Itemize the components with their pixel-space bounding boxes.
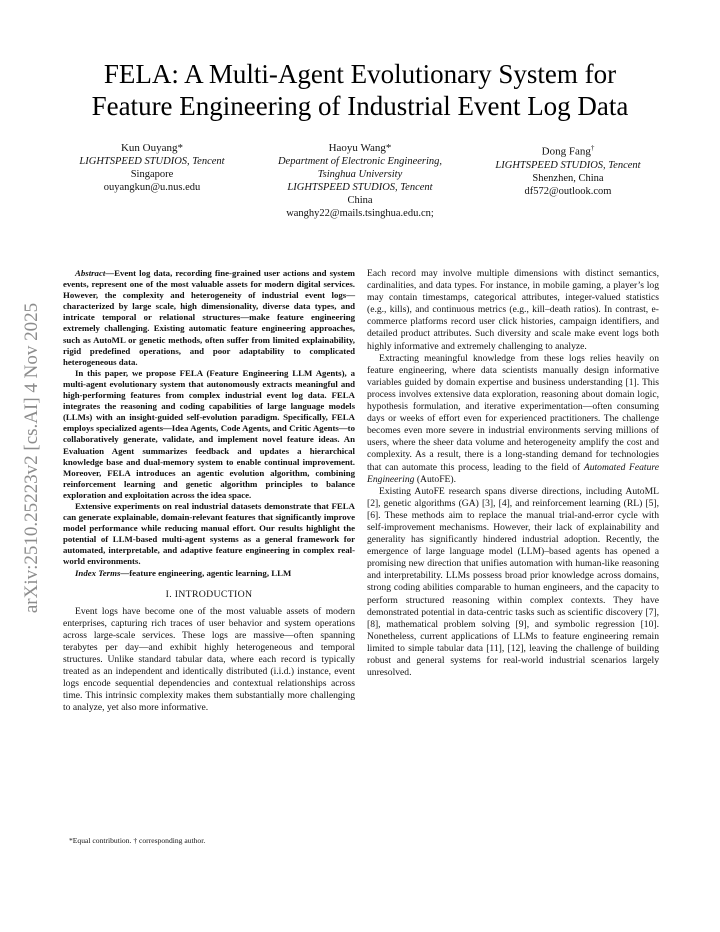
paper-title — [40, 58, 680, 122]
author-location: Singapore — [130, 169, 174, 180]
author-location: Shenzhen, China — [532, 172, 604, 184]
intro-p1: Event logs have become one of the most valuable assets of modern enterprises, capturing rich traces of user behavior and system operations across large-scale services. These logs are massive—often spanning terabytes per day—and exhibit highly heterogeneous and temporal structures. Unlike standard tabular data, where each record is typically treated as an independent and identically distributed (i.i.d.) instance, event logs encode sequential dependencies and contextual relationships across time. This intrinsic complexity makes them substantially more challenging to analyze, yet also more informative. — [63, 605, 355, 714]
index-terms-text: —feature engineering, agentic learning, LLM — [120, 567, 292, 578]
autofe-term: Automated Feature Engineering — [367, 461, 659, 485]
abstract-p3: Extensive experiments on real industrial datasets demonstrate that FELA can generate explainable, domain-relevant features that significantly improve model performance while reducing manual effort. Our results highlight the potential of LLM-based multi-agent systems as a general framework for automated, interpretable, and adaptive feature engineering in complex real-world environments. — [63, 500, 355, 567]
author-name: Kun Ouyang* — [120, 142, 184, 154]
author-block-3 — [468, 142, 668, 198]
left-column — [63, 268, 355, 715]
intro-p3-tail: (AutoFE). — [414, 473, 457, 485]
author-affiliation: LIGHTSPEED STUDIOS, Tencent — [79, 156, 225, 167]
author-name — [468, 142, 668, 159]
abstract-p2: In this paper, we propose FELA (Feature Engineering LLM Agents), a multi-agent evolutionary system that autonomously extracts meaningful and high-performing features from complex industrial event log data. FELA integrates the reasoning and coding capabilities of large language models (LLMs) with an insight-guided self-evolution paradigm. Specifically, FELA employs specialized agents—Idea Agents, Code Agents, and Critic Agents—to collaboratively generate, validate, and implement novel feature ideas. An Evaluation Agent summarizes feedback and updates a hierarchical knowledge base and dual-memory system to enable continual improvement. Moreover, FELA introduces an agentic evolution algorithm, combining reinforcement learning and genetic algorithm principles to balance exploration and exploitation across the idea space. — [63, 367, 355, 500]
intro-p4: Existing AutoFE research spans diverse directions, including AutoML [2], genetic algorithms (GA) [3], [4], and reinforcement learning (RL) [5], [6]. These methods aim to replace the manual trial-and-error cycle with self-improvement mechanisms. However, their lack of explainability and generality has significantly hindered industrial adoption. Recently, the emergence of large language model (LLM)–based agents has opened a promising new direction that unifies automation with human-like reasoning and interpretability. LLMs possess broad prior knowledge across domains, strong coding abilities comparable to human engineers, and the capacity to perform structured reasoning within complex contexts. They have demonstrated potential in data-centric tasks such as scientific discovery [7], [8], mathematical problem solving [9], and symbolic regression [10]. Nonetheless, current applications of LLMs to feature engineering remain limited to simple tabular data [11], [12], leaving the challenge of building robust and general systems for real-world industrial scenarios largely unresolved. — [367, 485, 659, 679]
index-terms-lead: Index Terms — [75, 567, 121, 578]
title-line-2: Feature Engineering of Industrial Event Log Data — [91, 91, 629, 121]
intro-p2: Each record may involve multiple dimensions with distinct semantics, cardinalities, and data types. For instance, in mobile gaming, a player’s log may contain timestamps, categorical attributes, integer-valued statistics (e.g., kills), and continuous metrics (e.g., kill–death ratios). In contrast, e-commerce platforms record user click histories, campaign identifiers, and detailed product attributes. Such diversity and scale make event logs both highly informative and extremely challenging to analyze. — [367, 268, 659, 352]
author-location: China — [347, 195, 373, 206]
intro-p3-text: Extracting meaningful knowledge from these logs relies heavily on feature engineering, where data scientists manually design informative variables guided by domain expertise and business understanding [1]. This process involves extensive data exploration, reasoning about domain logic, hypothesis formulation, and iterative experimentation—often consuming days or weeks of effort even for experienced practitioners. The challenge becomes even more severe in industrial environments serving millions of users, where the sheer data volume and heterogeneity amplify the cost and complexity. As a result, there is a long-standing demand for technologies that can automate this process, leading to the field of — [367, 352, 659, 473]
index-terms — [63, 568, 355, 579]
corresponding-mark: † — [590, 144, 595, 152]
author-email: ouyangkun@u.nus.edu — [103, 182, 201, 193]
section-heading: I. INTRODUCTION — [165, 588, 253, 600]
author-email: df572@outlook.com — [524, 185, 612, 197]
author-affiliation: LIGHTSPEED STUDIOS, Tencent — [287, 182, 433, 193]
title-line-1: FELA: A Multi-Agent Evolutionary System for — [103, 59, 617, 89]
author-block-1 — [62, 142, 242, 194]
author-affiliation: Department of Electronic Engineering, — [277, 156, 443, 167]
intro-p3 — [367, 353, 659, 486]
author-name-text: Dong Fang — [541, 145, 591, 158]
author-name: Haoyu Wang* — [328, 142, 392, 154]
right-column — [367, 268, 659, 679]
abstract-p1 — [63, 268, 355, 368]
author-affiliation: Tsinghua University — [317, 169, 403, 180]
author-email: wanghy22@mails.tsinghua.edu.cn; — [286, 208, 434, 219]
author-affiliation: LIGHTSPEED STUDIOS, Tencent — [495, 159, 641, 171]
arxiv-stamp: arXiv:2510.25223v2 [cs.AI] 4 Nov 2025 — [21, 302, 42, 614]
abstract-text: —Event log data, recording fine-grained user actions and system events, represent one of the most valuable assets for modern digital services. However, the complexity and heterogeneity of industrial event logs—characterized by large scale, high dimensionality, diverse data types, and intricate temporal or relational structures—make feature engineering extremely challenging. Existing automatic feature engineering approaches, such as AutoML or genetic methods, often suffer from limited explainability, rigid predefined operations, and poor adaptability to complicated heterogeneous data. — [63, 268, 355, 367]
author-block-2 — [255, 142, 465, 220]
abstract-lead: Abstract — [75, 268, 106, 278]
footnote: *Equal contribution. † corresponding author. — [69, 836, 206, 845]
